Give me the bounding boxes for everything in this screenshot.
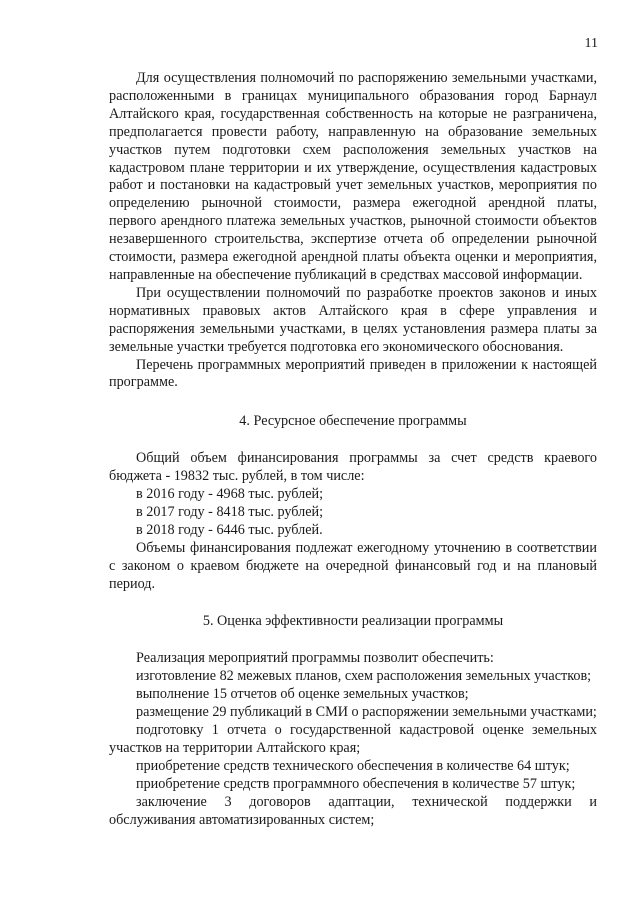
effectiveness-item: заключение 3 договоров адаптации, технической поддержки и обслуживания автоматизированных систем; (109, 793, 597, 828)
effectiveness-item: выполнение 15 отчетов об оценке земельных участков; (136, 686, 469, 703)
effectiveness-item: подготовку 1 отчета о государственной кадастровой оценке земельных участков на территории Алтайского края; (109, 722, 597, 756)
section-4-heading: 4. Ресурсное обеспечение программы (239, 413, 467, 430)
funding-note: Объемы финансирования подлежат ежегодному уточнению в соответствии с законом о краевом бюджете на очередной финансовый год и на плановый период. (109, 539, 597, 592)
effectiveness-intro: Реализация мероприятий программы позволит обеспечить: (136, 650, 494, 667)
funding-total: Общий объем финансирования программы за счет средств краевого бюджета - 19832 тыс. рублей, в том числе: (109, 450, 597, 485)
effectiveness-item: приобретение средств программного обеспечения в количестве 57 штук; (136, 775, 576, 792)
page-number: 11 (584, 36, 598, 51)
intro-paragraph: Для осуществления полномочий по распоряжению земельными участками, расположенными в границах муниципального образования город Барнаул Алтайского края, государственная собственность на которые не разграничена, предполагается провести работу, направленную на образование земельных участков путем подготовки схем расположения земельных участков на кадастровом плане территории и их утверждение, осуществления кадастровых работ и постановки на кадастровый учет земельных участков, мероприятия по определению рыночной стоимости, размера ежегодной арендной платы, первого арендного платежа земельных участков, рыночной стоимости объектов незавершенного строительства, экспертизе отчета об определении рыночной стоимости, размера ежегодной арендной платы объекта оценки и мероприятия, направленные на обеспечение публикаций в средствах массовой информации. (109, 70, 597, 283)
effectiveness-item: изготовление 82 межевых планов, схем расположения земельных участков; (136, 668, 592, 685)
section-5-heading: 5. Оценка эффективности реализации программы (202, 613, 504, 630)
intro-paragraph: При осуществлении полномочий по разработке проектов законов и иных нормативных правовых актов Алтайского края в сфере управления и распоряжения земельными участками, в целях установления размера платы за земельные участки требуется подготовка его экономического обоснования. (109, 284, 597, 355)
funding-year-2018: в 2018 году - 6446 тыс. рублей. (136, 521, 323, 538)
funding-year-2017: в 2017 году - 8418 тыс. рублей; (136, 503, 324, 520)
intro-paragraph: Перечень программных мероприятий приведен в приложении к настоящей программе. (109, 356, 597, 391)
document-body (109, 70, 597, 829)
funding-year-2016: в 2016 году - 4968 тыс. рублей; (136, 486, 324, 503)
effectiveness-item: размещение 29 публикаций в СМИ о распоряжении земельными участками; (136, 704, 597, 721)
effectiveness-item: приобретение средств технического обеспечения в количестве 64 штук; (136, 757, 570, 774)
